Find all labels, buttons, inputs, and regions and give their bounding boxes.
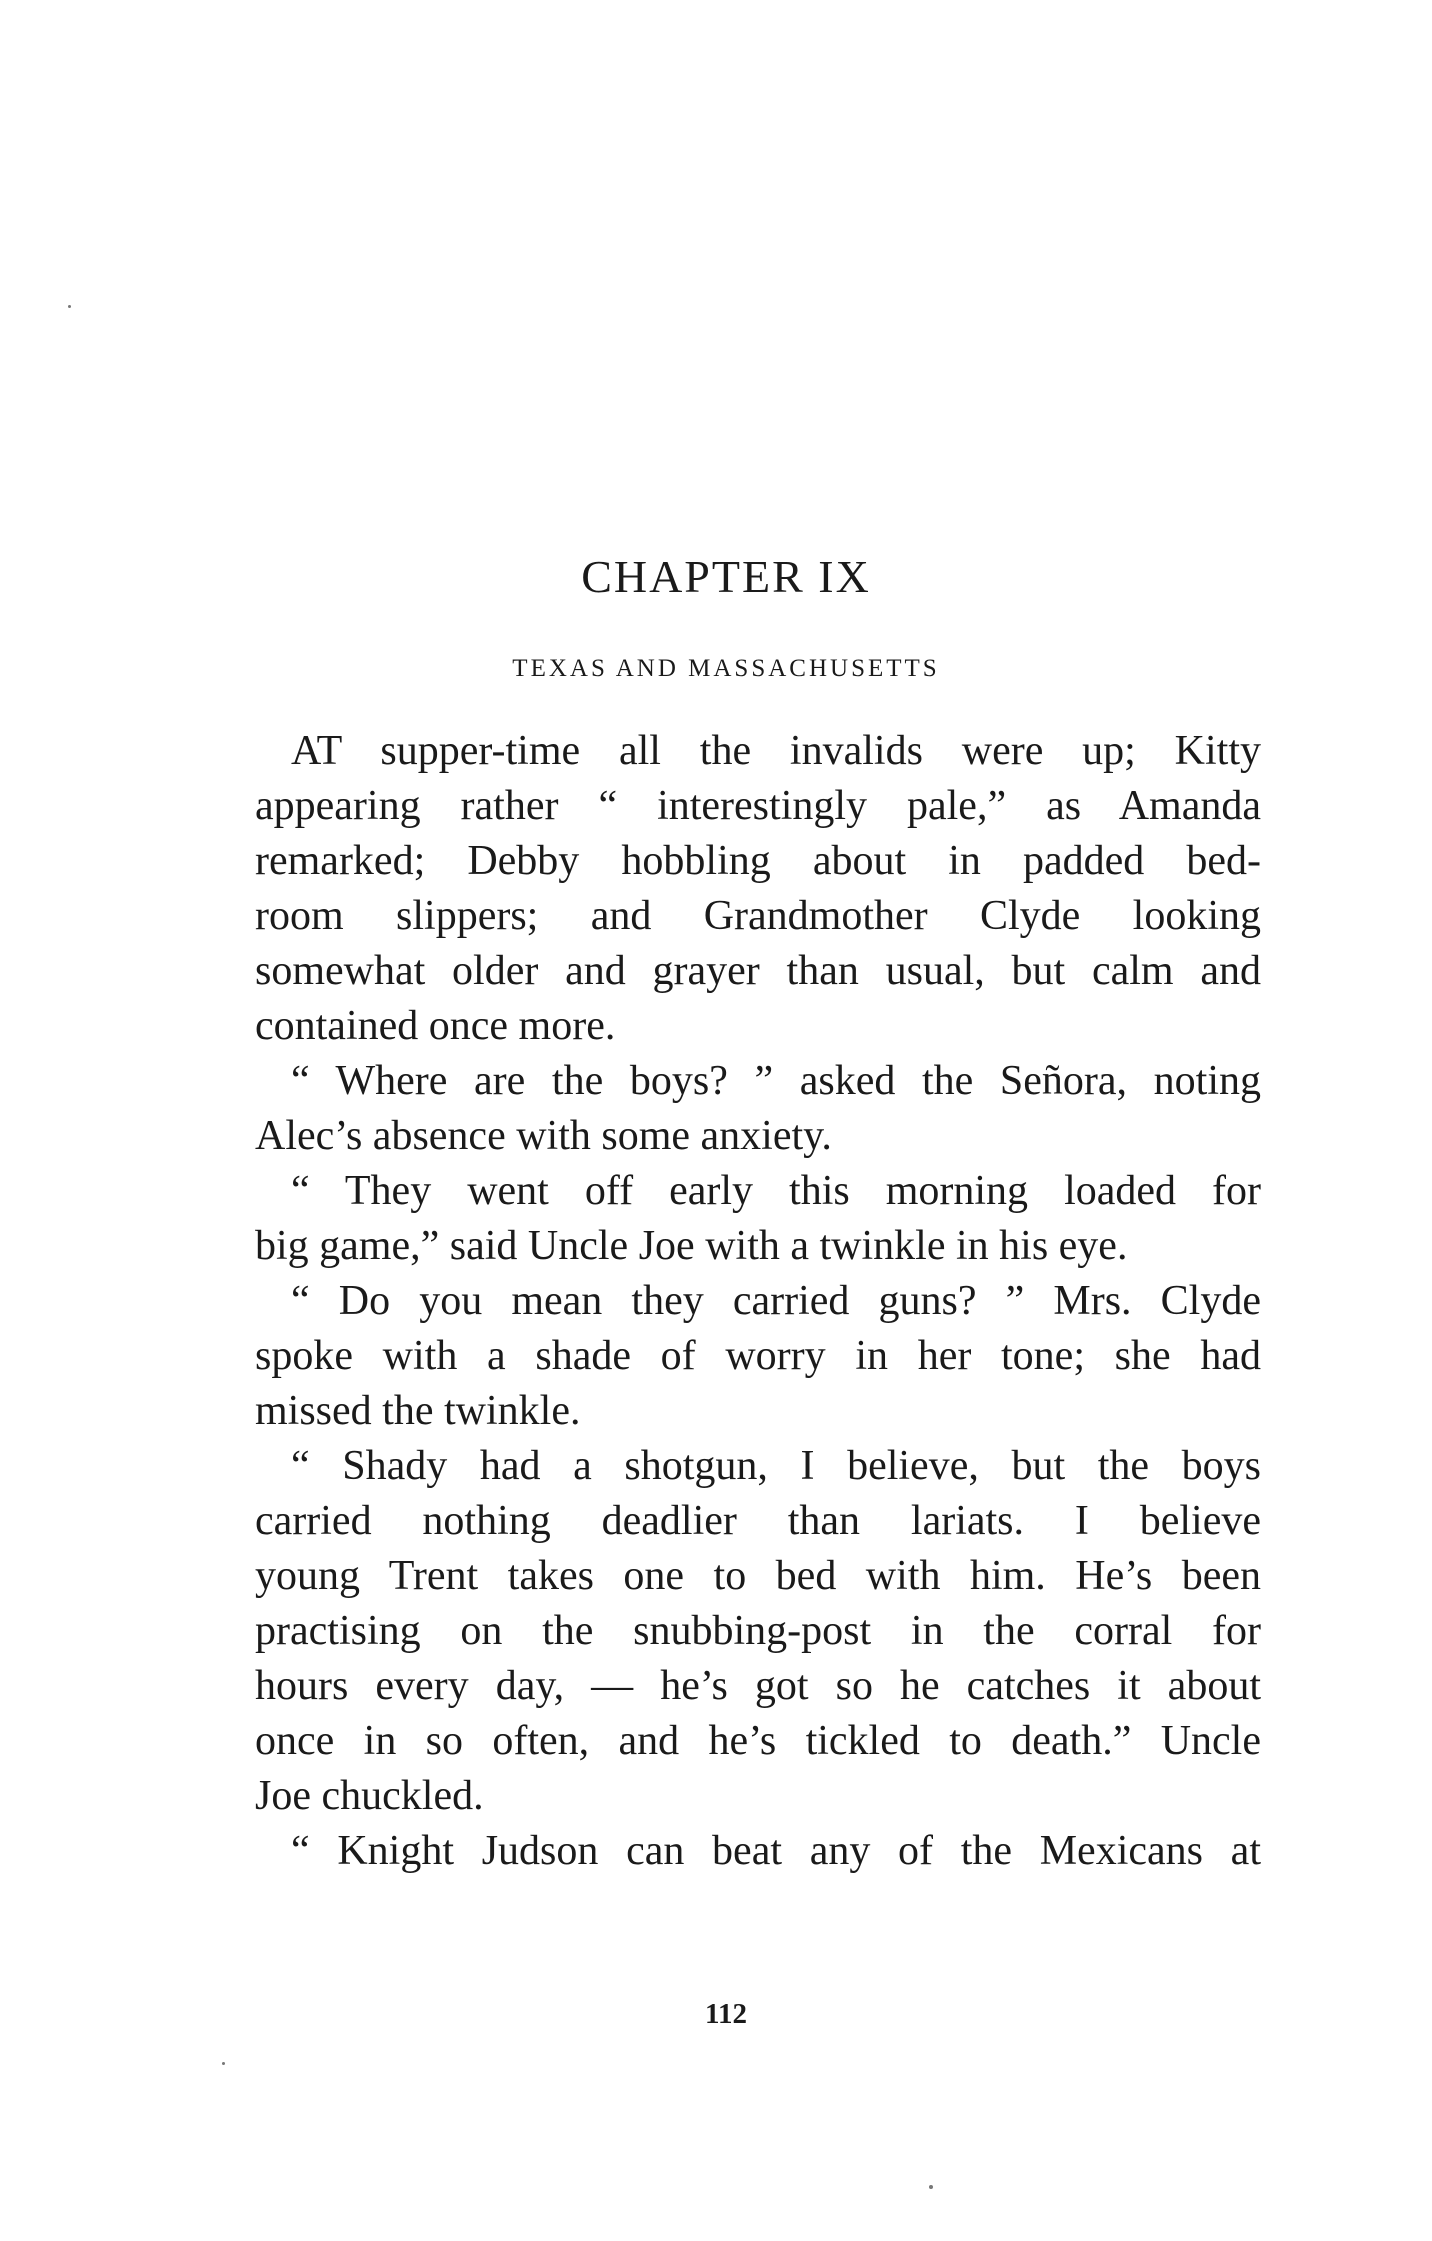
text-line: “ Do you mean they carried guns? ” Mrs. Clyde: [291, 1278, 1261, 1324]
text-line: “ Where are the boys? ” asked the Señora, noting: [291, 1058, 1261, 1104]
text-line: “ Knight Judson can beat any of the Mexicans at: [291, 1828, 1261, 1874]
text-line: “ They went off early this morning loaded for: [291, 1168, 1261, 1214]
text-line: young Trent takes one to bed with him. He’s been: [255, 1553, 1261, 1599]
text-line: Alec’s absence with some anxiety.: [255, 1113, 832, 1159]
text-line: Joe chuckled.: [255, 1773, 484, 1819]
text-line: room slippers; and Grandmother Clyde looking: [255, 893, 1261, 939]
text-line: appearing rather “ interestingly pale,” as Amanda: [255, 783, 1261, 829]
chapter-heading: CHAPTER IX: [581, 551, 871, 602]
chapter-subtitle: TEXAS AND MASSACHUSETTS: [512, 655, 940, 682]
scan-speck: [222, 2062, 225, 2065]
scan-speck: [68, 305, 71, 308]
text-line: contained once more.: [255, 1003, 616, 1049]
scan-speck: [929, 2185, 933, 2189]
text-line: “ Shady had a shotgun, I believe, but the boys: [291, 1443, 1261, 1489]
text-line: spoke with a shade of worry in her tone; she had: [255, 1333, 1261, 1379]
text-line: somewhat older and grayer than usual, but calm and: [255, 948, 1261, 994]
text-line: missed the twinkle.: [255, 1388, 581, 1434]
text-line: AT supper-time all the invalids were up; Kitty: [291, 728, 1261, 774]
body-text: [255, 724, 1261, 1879]
text-line: practising on the snubbing-post in the corral for: [255, 1608, 1261, 1654]
text-line: remarked; Debby hobbling about in padded bed-: [255, 838, 1261, 884]
text-line: once in so often, and he’s tickled to death.” Uncle: [255, 1718, 1261, 1764]
text-line: carried nothing deadlier than lariats. I believe: [255, 1498, 1261, 1544]
text-line: hours every day, — he’s got so he catches it about: [255, 1663, 1261, 1709]
text-line: big game,” said Uncle Joe with a twinkle in his eye.: [255, 1223, 1128, 1269]
page-number: 112: [705, 1998, 747, 2030]
